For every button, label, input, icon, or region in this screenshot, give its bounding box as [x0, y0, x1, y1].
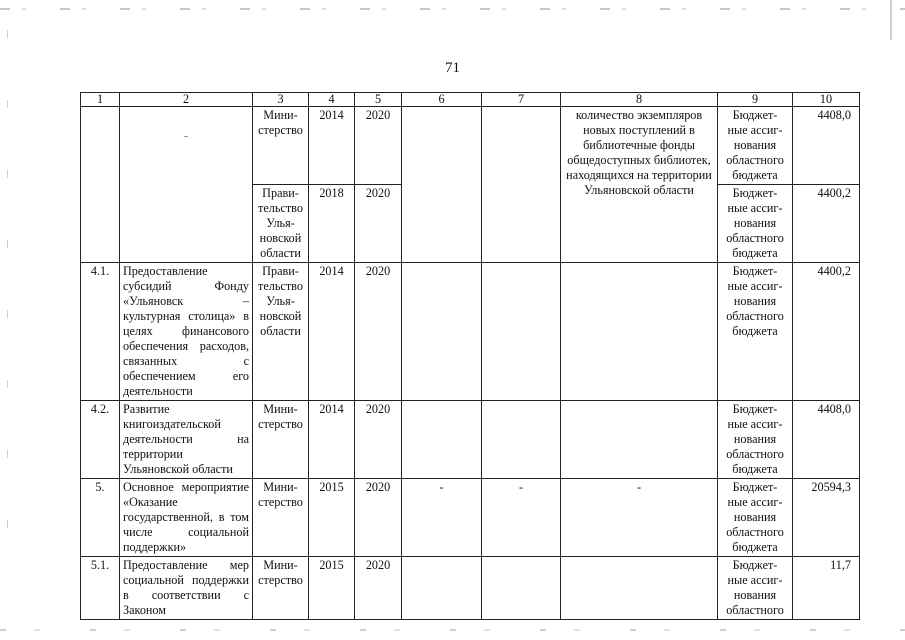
cell-funding-source: Бюджет- ные ассиг- нования областного бюджета [718, 479, 793, 557]
cell-item-number: 5. [81, 479, 120, 557]
cell-funding-source: Бюджет- ные ассиг- нования областного бюджета [718, 185, 793, 263]
column-number: 2 [120, 93, 253, 107]
cell-activity [120, 107, 253, 263]
column-number: 3 [253, 93, 309, 107]
cell-executor: Мини- стерство [253, 401, 309, 479]
cell-indicator: количество экземпляров новых поступлений в библиотечные фонды общедоступных библиотек, находящихся на территории Ульяновской области [561, 107, 718, 263]
column-number: 6 [402, 93, 482, 107]
table-row [81, 401, 860, 479]
cell-item-number: 4.1. [81, 263, 120, 401]
column-number: 8 [561, 93, 718, 107]
cell-year-end: 2020 [355, 557, 402, 620]
cell-year-start: 2015 [309, 557, 355, 620]
cell-year-start: 2015 [309, 479, 355, 557]
table-row [81, 263, 860, 401]
cell-item-number: 5.1. [81, 557, 120, 620]
cell-col7 [482, 401, 561, 479]
table-row [81, 557, 860, 620]
scan-artifact-right [890, 0, 892, 40]
column-number: 10 [793, 93, 860, 107]
cell-col6 [402, 107, 482, 263]
scan-artifact-left [7, 30, 8, 590]
cell-amount: 4408,0 [793, 401, 860, 479]
scan-artifact-top [0, 8, 905, 10]
cell-executor: Прави- тельство Улья- новской области [253, 263, 309, 401]
cell-col6 [402, 263, 482, 401]
cell-executor: Мини- стерство [253, 107, 309, 185]
cell-activity: Предоставление субсидий Фонду «Ульяновск – культурная столица» в целях финансового обеспечения расходов, связанных с обеспечением его деятельности [120, 263, 253, 401]
cell-executor: Мини- стерство [253, 479, 309, 557]
cell-col7: - [482, 479, 561, 557]
cell-indicator [561, 557, 718, 620]
table-row [81, 107, 860, 185]
column-number: 7 [482, 93, 561, 107]
cell-year-start: 2014 [309, 263, 355, 401]
cell-year-end: 2020 [355, 107, 402, 185]
cell-amount: 20594,3 [793, 479, 860, 557]
cell-executor: Прави- тельство Улья- новской области [253, 185, 309, 263]
cell-amount: 4408,0 [793, 107, 860, 185]
cell-activity: Основное мероприятие «Оказание государственной, в том числе социальной поддержки» [120, 479, 253, 557]
column-number: 9 [718, 93, 793, 107]
cell-year-start: 2014 [309, 401, 355, 479]
cell-activity: Развитие книгоиздательской деятельности на территории Ульяновской области [120, 401, 253, 479]
column-number: 5 [355, 93, 402, 107]
cell-amount: 11,7 [793, 557, 860, 620]
cell-col6 [402, 557, 482, 620]
cell-year-start: 2018 [309, 185, 355, 263]
cell-year-end: 2020 [355, 401, 402, 479]
cell-indicator: - [561, 479, 718, 557]
cell-item-number: 4.2. [81, 401, 120, 479]
cell-funding-source: Бюджет- ные ассиг- нования областного бюджета [718, 107, 793, 185]
cell-amount: 4400,2 [793, 263, 860, 401]
cell-indicator [561, 263, 718, 401]
scan-artifact-bottom [0, 629, 905, 631]
cell-col7 [482, 263, 561, 401]
page-number: 71 [445, 60, 460, 76]
column-number: 1 [81, 93, 120, 107]
cell-col6 [402, 401, 482, 479]
cell-funding-source: Бюджет- ные ассиг- нования областного бюджета [718, 401, 793, 479]
cell-col7 [482, 107, 561, 263]
cell-indicator [561, 401, 718, 479]
cell-funding-source: Бюджет- ные ассиг- нования областного [718, 557, 793, 620]
cell-year-start: 2014 [309, 107, 355, 185]
column-number-row [81, 93, 860, 107]
cell-year-end: 2020 [355, 185, 402, 263]
cell-funding-source: Бюджет- ные ассиг- нования областного бюджета [718, 263, 793, 401]
column-number: 4 [309, 93, 355, 107]
cell-col6: - [402, 479, 482, 557]
cell-year-end: 2020 [355, 479, 402, 557]
cell-item-number [81, 107, 120, 263]
program-table [80, 92, 860, 620]
cell-col7 [482, 557, 561, 620]
cell-amount: 4400,2 [793, 185, 860, 263]
cell-executor: Мини- стерство [253, 557, 309, 620]
cell-year-end: 2020 [355, 263, 402, 401]
scan-speck [184, 136, 188, 137]
table-row [81, 479, 860, 557]
cell-activity: Предоставление мер социальной поддержки в соответствии с Законом [120, 557, 253, 620]
